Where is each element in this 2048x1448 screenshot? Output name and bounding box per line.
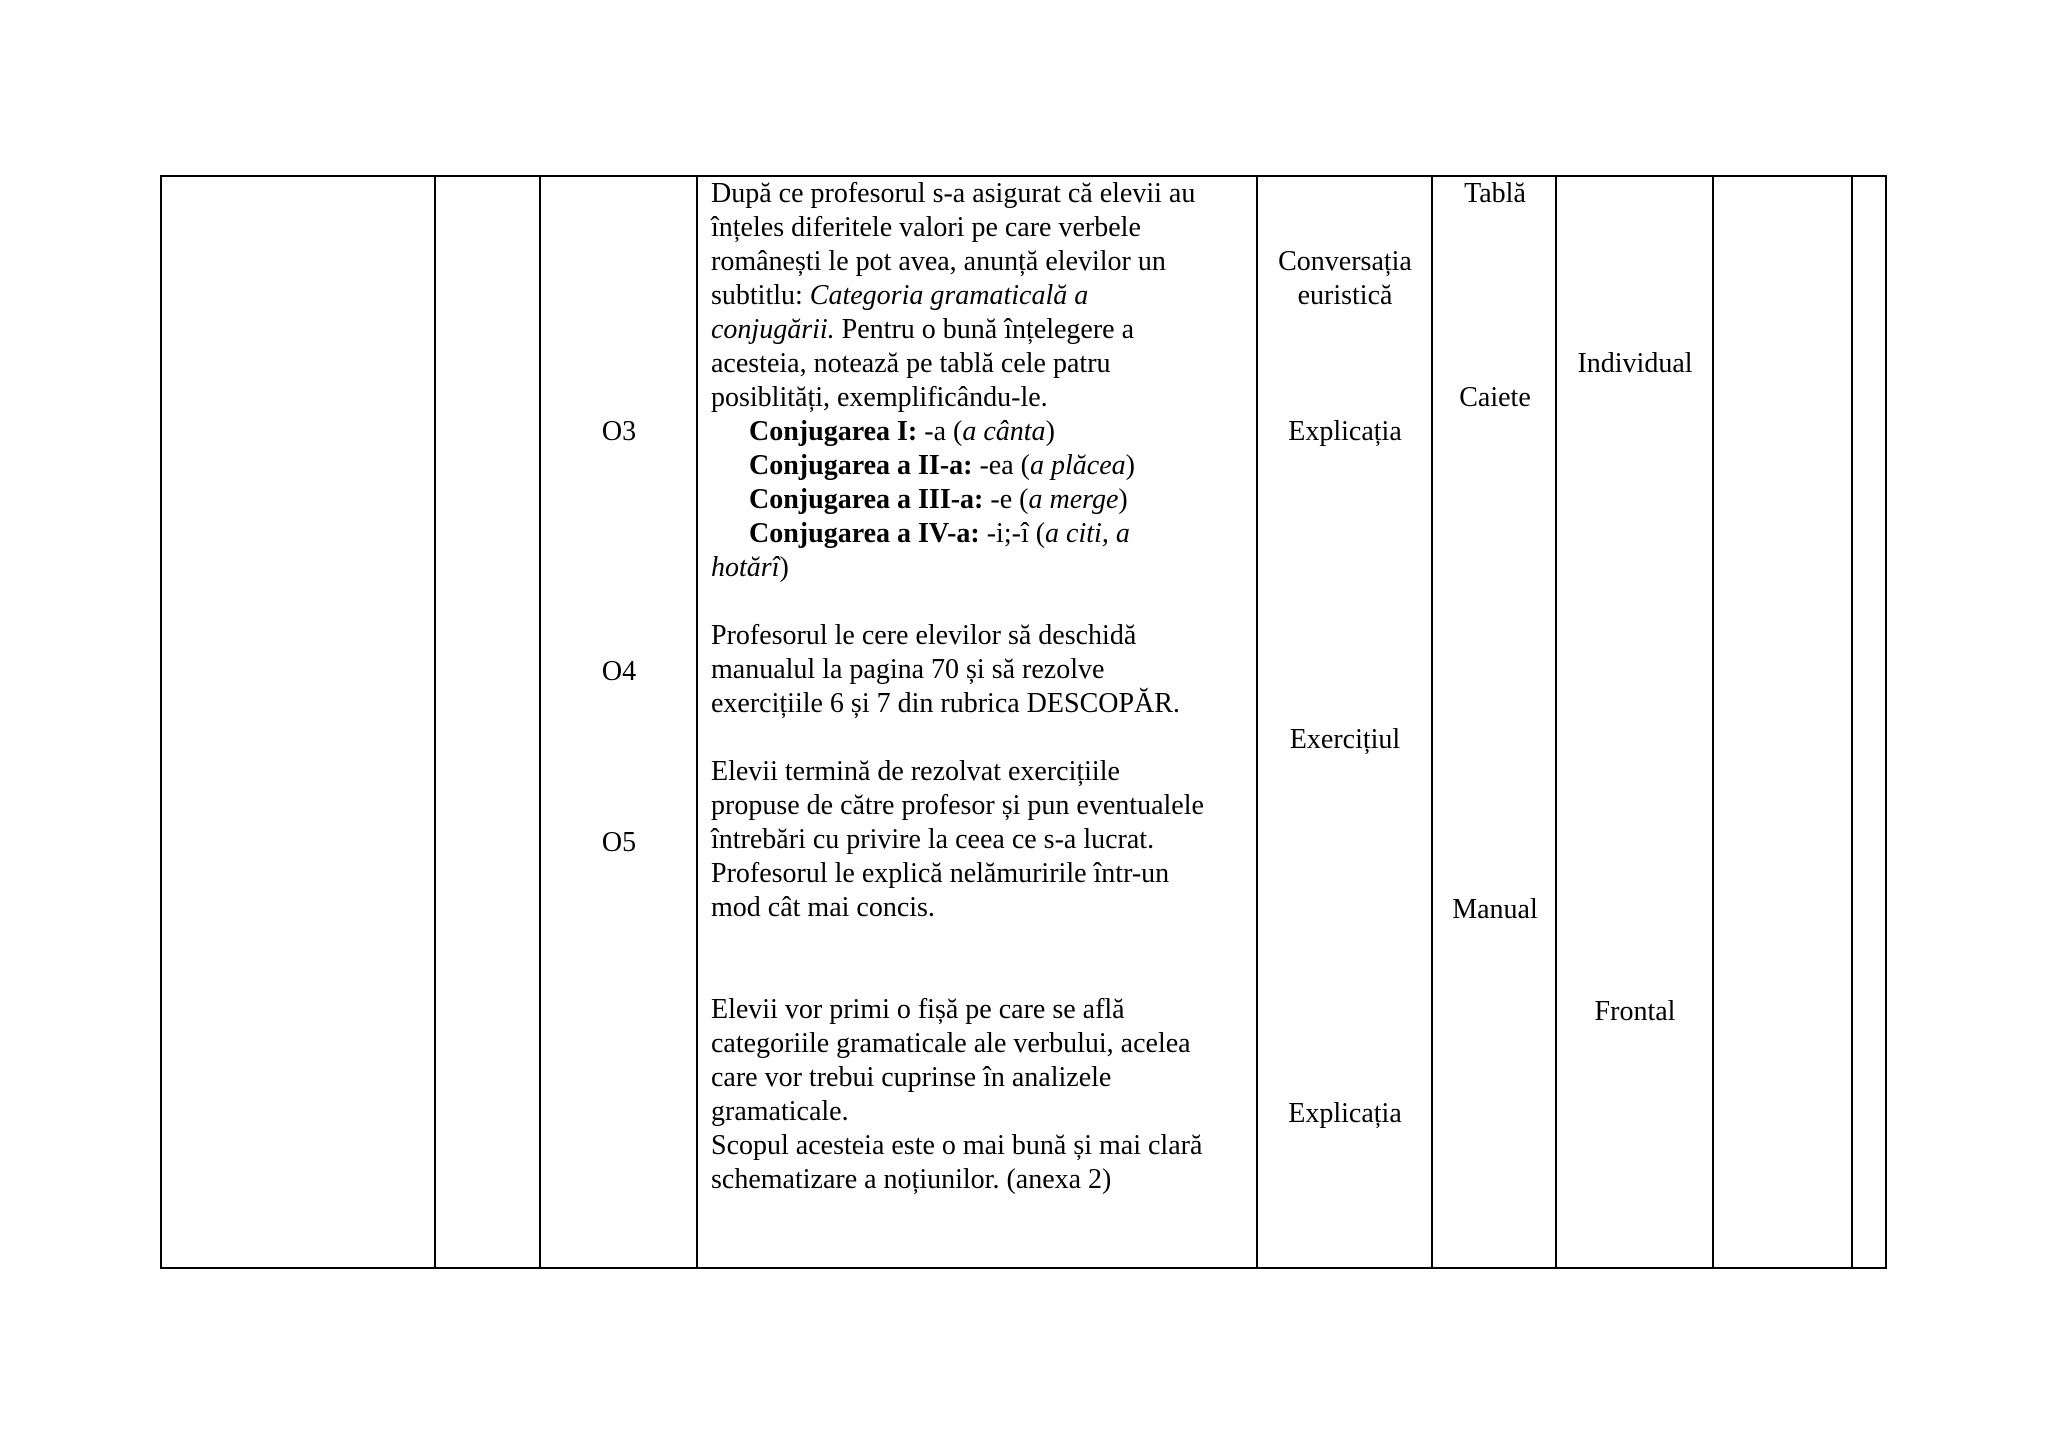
lesson-plan-table	[160, 175, 1887, 1269]
method-conversatia: Conversația	[1278, 246, 1412, 277]
method-explicatia-2: Explicația	[1288, 1098, 1402, 1129]
stage-cell	[161, 176, 435, 1268]
objective-o4: O4	[601, 656, 637, 687]
method-explicatia-1: Explicația	[1288, 416, 1402, 447]
evaluation-cell	[1713, 176, 1852, 1268]
resource-manual: Manual	[1452, 894, 1538, 925]
organization-individual: Individual	[1577, 348, 1693, 379]
method-euristica: euristică	[1297, 280, 1393, 311]
table-row	[161, 176, 1886, 1268]
resource-tabla: Tablă	[1464, 178, 1526, 209]
activities-cell	[697, 176, 1257, 1268]
conjugation-1: Conjugarea I: -a (a cânta)	[749, 416, 1055, 447]
activity-paragraph-2: Profesorul le cere elevilor să deschidă manualul la pagina 70 și să rezolve exercițiile 6 și 7 din rubrica DESCOPĂR.	[711, 620, 1180, 719]
activity-paragraph-4: Elevii vor primi o fișă pe care se află categoriile gramaticale ale verbului, acelea care vor trebui cuprinse în analizele gramaticale. Scopul acesteia este o mai bună și mai clară schematizare a noțiunilor. (anexa 2)	[711, 994, 1203, 1195]
organization-cell	[1556, 176, 1713, 1268]
conjugation-4: Conjugarea a IV-a: -i;-î (a citi, a	[749, 518, 1130, 549]
activity-paragraph-1: După ce profesorul s-a asigurat că elevii au înțeles diferitele valori pe care verbele românești le pot avea, anunță elevilor un subtitlu: Categoria gramaticală a conjugării. Pentru o bună înțelegere a acesteia, notează pe tablă cele patru posiblități, exemplificându-le. Conjugarea I: -a (a cânta) Conjugarea a II-a: -ea (a plăcea) Conjugarea a III-a: -e (a merge) Conjugarea a IV-a: -i;-î (a citi, a hotărî)	[711, 178, 1196, 583]
methods-cell	[1257, 176, 1432, 1268]
method-exercitiul: Exercițiul	[1289, 724, 1401, 755]
activity-paragraph-3: Elevii termină de rezolvat exercițiile propuse de către profesor și pun eventualele întrebări cu privire la ceea ce s-a lucrat. Profesorul le explică nelămuririle într-un mod cât mai concis.	[711, 756, 1204, 923]
subtitle-text: Categoria gramaticală a	[809, 280, 1089, 311]
time-cell	[435, 176, 540, 1268]
objectives-cell	[540, 176, 697, 1268]
objective-o5: O5	[601, 827, 637, 858]
notes-cell	[1852, 176, 1886, 1268]
objective-o3: O3	[601, 416, 637, 447]
conjugation-3: Conjugarea a III-a: -e (a merge)	[749, 484, 1128, 515]
resource-caiete: Caiete	[1459, 382, 1531, 413]
conjugation-2: Conjugarea a II-a: -ea (a plăcea)	[749, 450, 1135, 481]
organization-frontal: Frontal	[1594, 996, 1676, 1027]
resources-cell	[1432, 176, 1556, 1268]
